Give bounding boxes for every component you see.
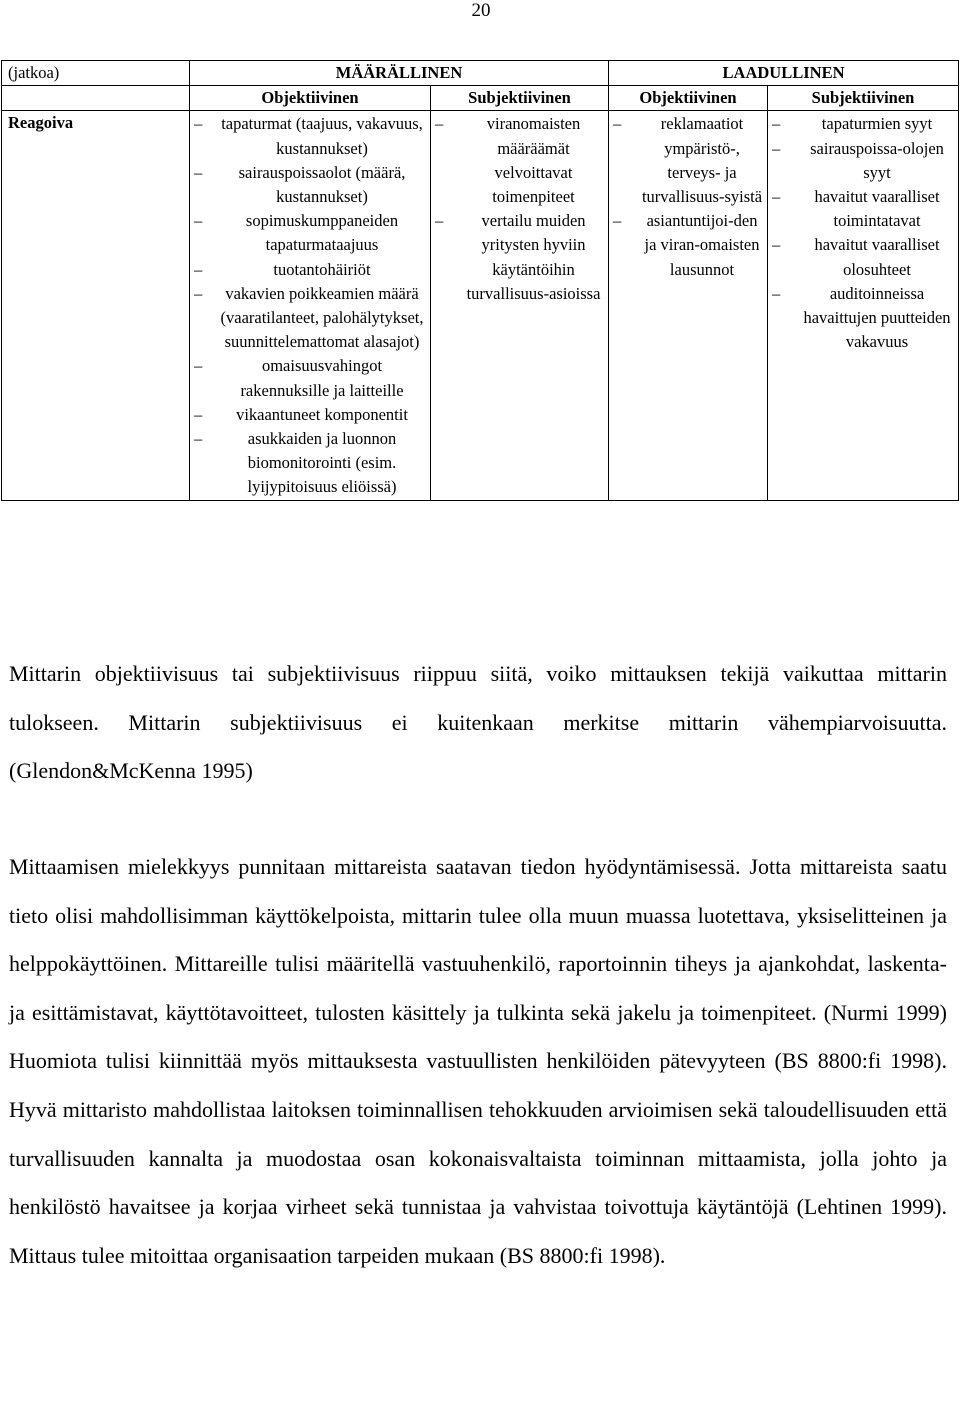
list-item: – vikaantuneet komponentit	[194, 403, 428, 427]
list-item: – tapaturmat (taajuus, vakavuus, kustannukset)	[194, 112, 428, 160]
list-item: – reklamaatiot ympäristö-, terveys- ja turvallisuus-syistä	[613, 112, 765, 209]
list-item: – asiantuntijoi-den ja viran-omaisten lausunnot	[613, 209, 765, 282]
cell-objective-qual	[609, 111, 768, 500]
list-item: – havaitut vaaralliset toimintatavat	[772, 185, 956, 233]
body-paragraph: Mittarin objektiivisuus tai subjektiivisuus riippuu siitä, voiko mittauksen tekijä vaikuttaa mittarin tulokseen. Mittarin subjektiivisuus ei kuitenkaan merkitse mittarin vähempiarvoisuutta. (Glendon&McKenna 1995)	[9, 661, 947, 784]
bullet-list	[613, 112, 765, 281]
list-item: – asukkaiden ja luonnon biomonitorointi (esim. lyijypitoisuus eliöissä)	[194, 427, 428, 500]
group-header-quantitative: MÄÄRÄLLINEN	[190, 61, 609, 86]
sub-header-objective-quant: Objektiivinen	[190, 86, 431, 111]
list-item: – havaitut vaaralliset olosuhteet	[772, 233, 956, 281]
sub-header-objective-qual: Objektiivinen	[609, 86, 768, 111]
list-item: – auditoinneissa havaittujen puutteiden vakavuus	[772, 282, 956, 355]
list-item: – sopimuskumppaneiden tapaturmataajuus	[194, 209, 428, 257]
list-item: – sairauspoissaolot (määrä, kustannukset)	[194, 161, 428, 209]
cell-objective-quant	[190, 111, 431, 500]
list-item: – tapaturmien syyt	[772, 112, 956, 136]
list-item: – vakavien poikkeamien määrä (vaaratilanteet, palohälytykset, suunnittelemattomat alasajot)	[194, 282, 428, 355]
bullet-list	[435, 112, 606, 306]
measurement-table	[1, 60, 959, 501]
page-number: 20	[471, 0, 491, 21]
cell-subjective-qual	[768, 111, 959, 500]
sub-header-subjective-qual: Subjektiivinen	[768, 86, 959, 111]
row-label-reactive: Reagoiva	[2, 111, 190, 500]
list-item: – sairauspoissa-olojen syyt	[772, 137, 956, 185]
bullet-list	[194, 112, 428, 499]
bullet-list	[772, 112, 956, 354]
list-item: – omaisuusvahingot rakennuksille ja laitteille	[194, 354, 428, 402]
sub-header-empty	[2, 86, 190, 111]
table-corner-label: (jatkoa)	[2, 61, 190, 86]
body-paragraph: Mittaamisen mielekkyys punnitaan mittareista saatavan tiedon hyödyntämisessä. Jotta mittareista saatu tieto olisi mahdollisimman käyttökelpoista, mittarin tulee olla muun muassa luotettava, yksiselitteinen ja helppokäyttöinen. Mittareille tulisi määritellä vastuuhenkilö, raportoinnin tiheys ja ajankohdat, laskenta- ja esittämistavat, käyttötavoitteet, tulosten käsittely ja tulkinta sekä jakelu ja toimenpiteet. (Nurmi 1999) Huomiota tulisi kiinnittää myös mittauksesta vastuullisten henkilöiden pätevyyteen (BS 8800:fi 1998). Hyvä mittaristo mahdollistaa laitoksen toiminnallisen tehokkuuden arvioimisen sekä taloudellisuuden että turvallisuuden kannalta ja muodostaa osan kokonaisvaltaista toiminnan mittaamista, jolla johto ja henkilöstö havaitsee ja korjaa virheet sekä tunnistaa ja vahvistaa toivottuja käytäntöjä (Lehtinen 1999). Mittaus tulee mitoittaa organisaation tarpeiden mukaan (BS 8800:fi 1998).	[9, 854, 947, 1268]
list-item: – tuotantohäiriöt	[194, 258, 428, 282]
list-item: – viranomaisten määräämät velvoittavat toimenpiteet	[435, 112, 606, 209]
list-item: – vertailu muiden yritysten hyviin käytäntöihin turvallisuus-asioissa	[435, 209, 606, 306]
sub-header-subjective-quant: Subjektiivinen	[431, 86, 609, 111]
group-header-qualitative: LAADULLINEN	[609, 61, 959, 86]
cell-subjective-quant	[431, 111, 609, 500]
